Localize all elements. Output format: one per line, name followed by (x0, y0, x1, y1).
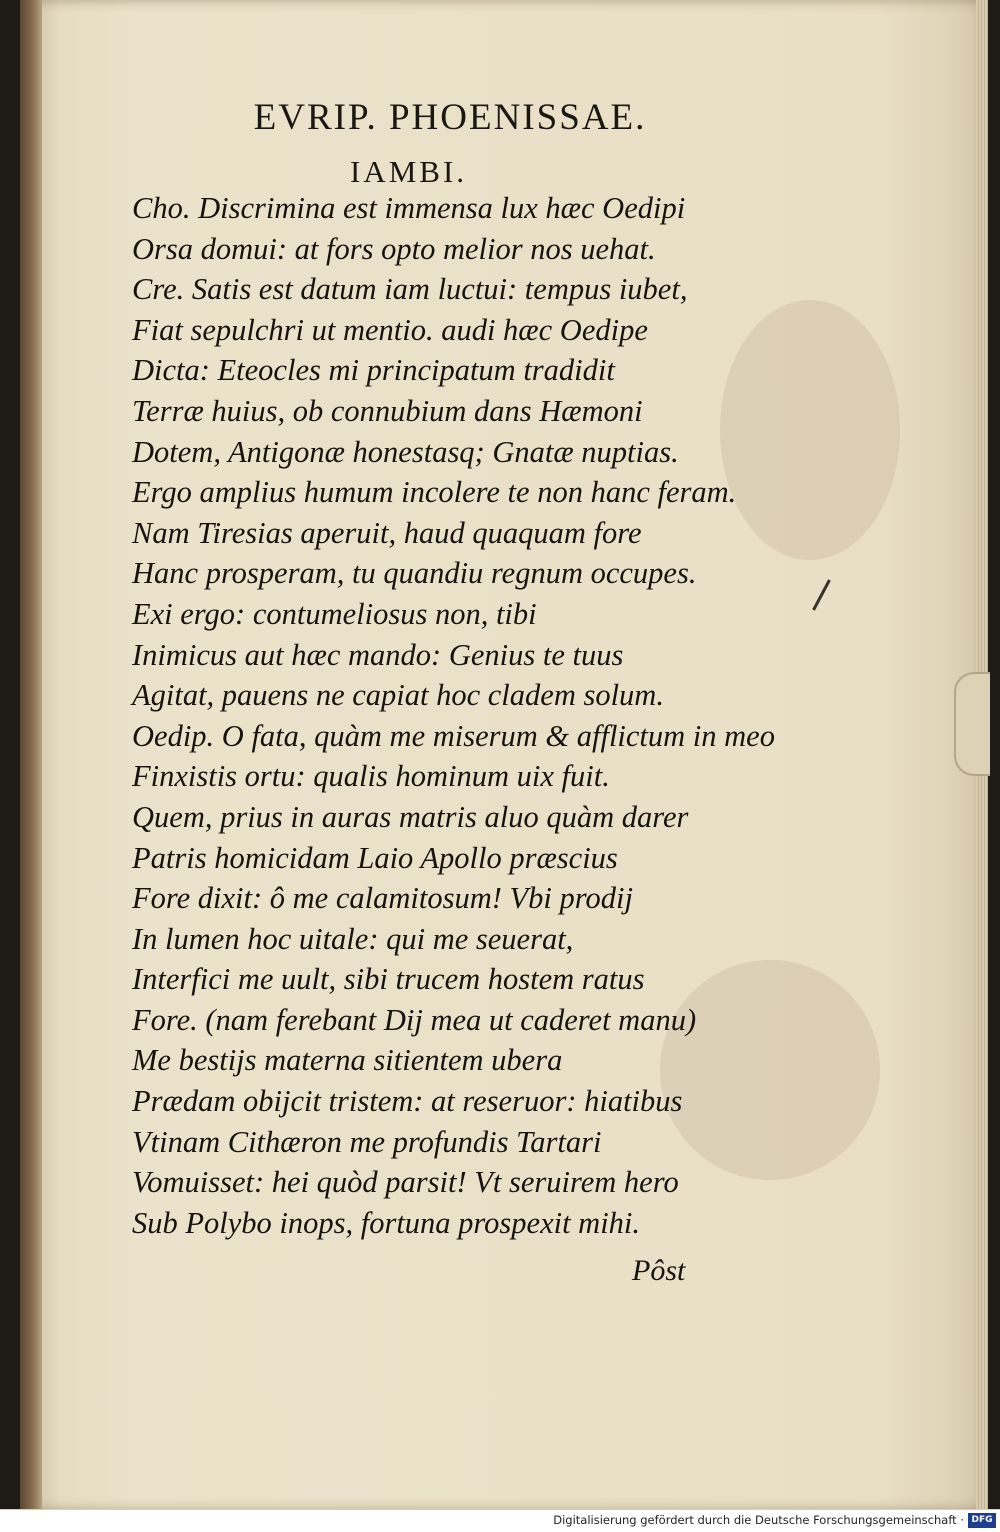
book-page (20, 0, 988, 1510)
digitization-footer (0, 1509, 1000, 1532)
verse-line: Cre. Satis est datum iam luctui: tempus iubet, (132, 272, 688, 307)
verse-list (132, 188, 832, 1243)
book-binding (20, 0, 42, 1510)
verse-line: Fiat sepulchri ut mentio. audi hæc Oedipe (132, 312, 648, 347)
verse-line: Exi ergo: contumeliosus non, tibi (132, 596, 537, 631)
footer-credit: Digitalisierung gefördert durch die Deutsche Forschungsgemeinschaft · (553, 1513, 964, 1527)
verse-line: Me bestijs materna sitientem ubera (132, 1043, 563, 1078)
verse-line: Interfici me uult, sibi trucem hostem ratus (132, 962, 645, 997)
verse-line: Sub Polybo inops, fortuna prospexit mihi. (132, 1205, 641, 1240)
verse-line: Prædam obijcit tristem: at reseruor: hiatibus (132, 1084, 683, 1119)
verse-line: Fore dixit: ô me calamitosum! Vbi prodij (132, 881, 633, 916)
running-head: EVRIP. PHOENISSAE. (253, 97, 647, 138)
verse-line: Agitat, pauens ne capiat hoc cladem solum. (132, 678, 664, 713)
verse-line: Hanc prosperam, tu quandiu regnum occupes. (132, 556, 697, 591)
verse-line: Inimicus aut hæc mando: Genius te tuus (132, 637, 624, 672)
verse-line: Nam Tiresias aperuit, haud quaquam fore (132, 515, 642, 550)
verse-line: Terræ huius, ob connubium dans Hæmoni (132, 393, 643, 428)
verse-line: Quem, prius in auras matris aluo quàm darer (132, 799, 689, 834)
verse-line: Patris homicidam Laio Apollo præscius (132, 840, 618, 875)
verse-line: Vtinam Cithæron me profundis Tartari (132, 1124, 602, 1159)
verse-line: Cho. Discrimina est immensa lux hæc Oedipi (132, 191, 686, 225)
section-title: IAMBI. (350, 154, 468, 189)
verse-line: Fore. (nam ferebant Dij mea ut caderet manu) (132, 1002, 697, 1037)
verse-line: Finxistis ortu: qualis hominum uix fuit. (132, 759, 610, 794)
catchword: Pôst (632, 1254, 686, 1287)
verse-line: Dicta: Eteocles mi principatum tradidit (132, 353, 615, 388)
verse-line: Orsa domui: at fors opto melior nos uehat. (132, 231, 656, 266)
verse-line: Vomuisset: hei quòd parsit! Vt seruirem hero (132, 1165, 679, 1200)
verse-line: Ergo amplius humum incolere te non hanc feram. (132, 475, 737, 510)
verse-line: In lumen hoc uitale: qui me seuerat, (132, 921, 574, 956)
dfg-logo-icon: DFG (968, 1513, 996, 1528)
verse-line: Dotem, Antigonæ honestasq; Gnatæ nuptias. (132, 434, 679, 469)
page-tab-edge (954, 672, 990, 776)
verse-line: Oedip. O fata, quàm me miserum & afflictum in meo (132, 718, 775, 753)
